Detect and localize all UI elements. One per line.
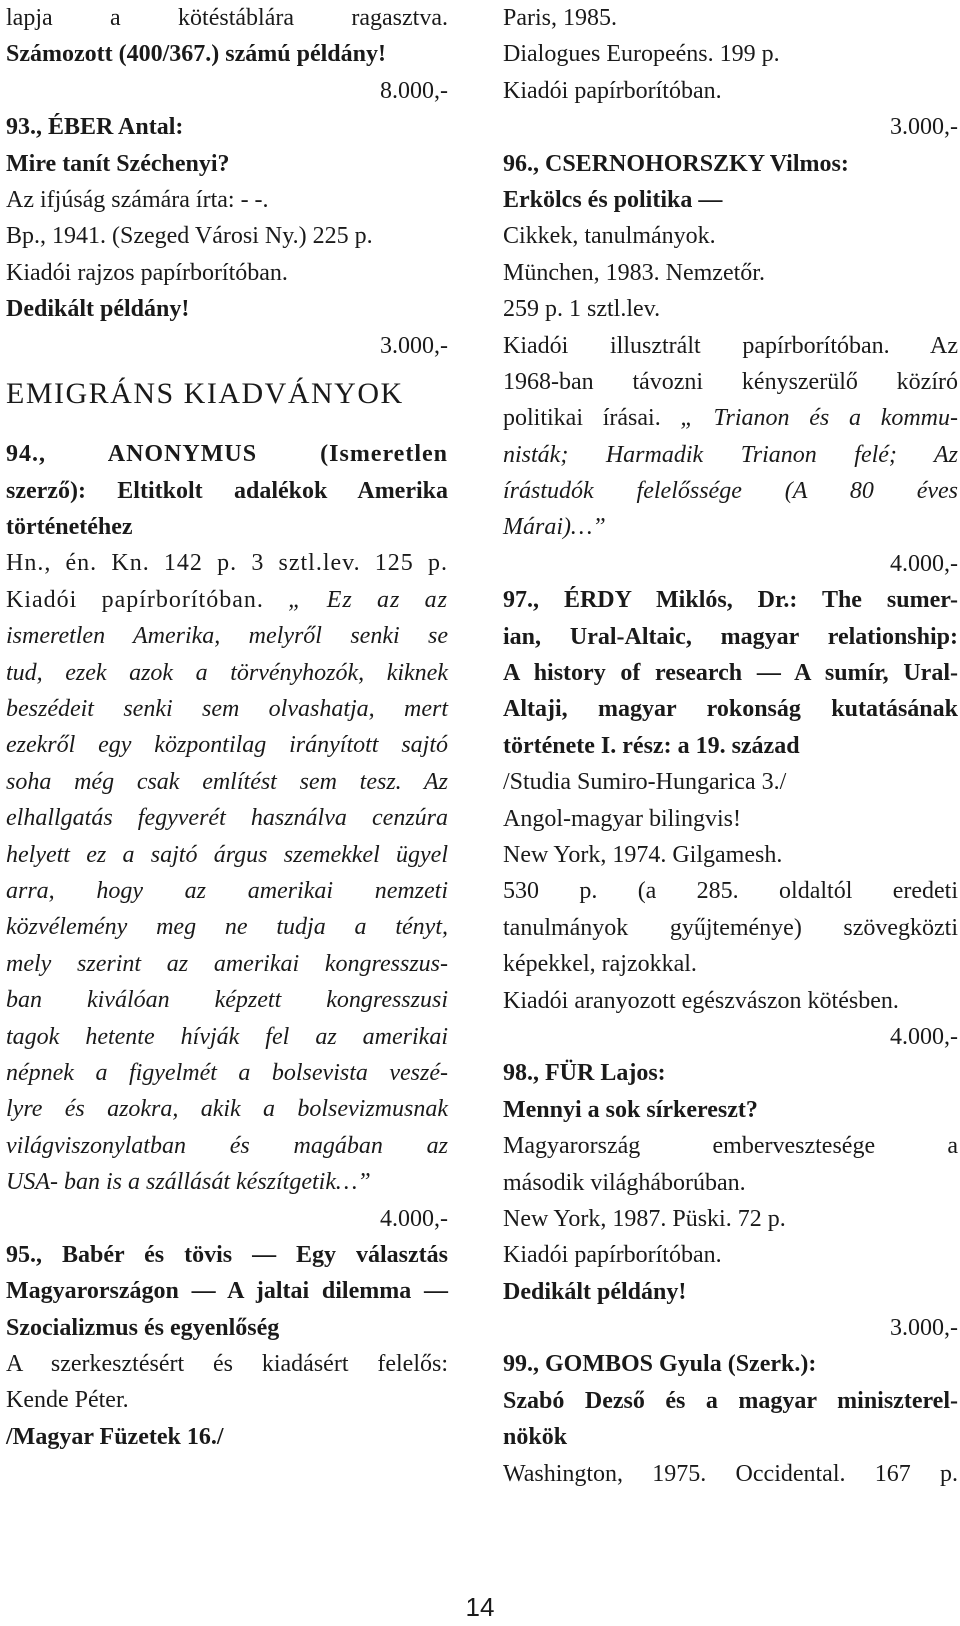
text-line: tud, ezek azok a törvényhozók, kiknek	[6, 659, 448, 686]
text-line: Washington, 1975. Occidental. 167 p.	[503, 1460, 958, 1487]
entry-number: 96.	[503, 150, 533, 177]
text-line: Angol-magyar bilingvis!	[503, 805, 741, 832]
text-line: írástudók felelőssége (A 80 éves	[503, 478, 958, 505]
entry-title: története I. rész: a 19. század	[503, 732, 800, 759]
text-line: tagok hetente hívják fel az amerikai	[6, 1023, 448, 1050]
price: 3.000,-	[890, 1315, 958, 1342]
text-line: ezekről egy központilag irányított sajtó	[6, 732, 448, 759]
entry-author: , ANONYMUS (Ismeretlen	[39, 441, 448, 468]
entry-author: , FÜR Lajos:	[533, 1060, 666, 1087]
right-column	[503, 0, 958, 1492]
text-line: Kiadói rajzos papírborítóban.	[6, 259, 288, 286]
text-line: Kiadói papírborítóban. „ Ez az az	[6, 586, 448, 613]
price: 4.000,-	[890, 550, 958, 577]
entry-number: 99.	[503, 1351, 533, 1378]
entry-title: nökök	[503, 1424, 568, 1451]
text-line: Kiadói papírborítóban.	[503, 1242, 722, 1269]
text-line: 259 p. 1 sztl.lev.	[503, 296, 661, 323]
entry-author: , CSERNOHORSZKY Vilmos:	[533, 150, 849, 177]
text-line: Hn., én. Kn. 142 p. 3 sztl.lev. 125 p.	[6, 550, 448, 577]
text-line: közvélemény meg ne tudja a tényt,	[6, 914, 448, 941]
text-line: arra, hogy az amerikai nemzeti	[6, 877, 448, 904]
price: 3.000,-	[380, 332, 448, 359]
entry-99-header	[503, 1346, 958, 1382]
entry-98-header	[503, 1055, 958, 1091]
entry-title: történetéhez	[6, 514, 133, 541]
text-line: soha még csak említést sem tesz. Az	[6, 768, 448, 795]
text-line: beszédeit senki sem olvashatja, mert	[6, 696, 448, 723]
text-line: Dedikált példány!	[503, 1278, 687, 1305]
text-line: politikai írásai. „ Trianon és a kommu-	[503, 405, 959, 432]
text-line: helyett ez a sajtó árgus szemekkel ügyel	[6, 841, 448, 868]
entry-author: , ÉBER Antal:	[36, 114, 184, 141]
text-line: lyre és azokra, akik a bolsevizmusnak	[6, 1096, 448, 1123]
text-line: Magyarország embervesztesége a	[503, 1133, 958, 1160]
entry-number: 95.	[6, 1241, 36, 1268]
entry-author: , ÉRDY Miklós, Dr.: The sumer-	[533, 587, 958, 614]
text-line: tanulmányok gyűjteménye) szövegközti	[503, 914, 958, 941]
section-heading: EMIGRÁNS KIADVÁNYOK	[6, 376, 404, 410]
text-line: Bp., 1941. (Szeged Városi Ny.) 225 p.	[6, 223, 373, 250]
entry-title: szerző): Eltitkolt adalékok Amerika	[6, 477, 448, 504]
text-line: New York, 1974. Gilgamesh.	[503, 841, 783, 868]
entry-number: 93.	[6, 114, 36, 141]
price: 4.000,-	[890, 1023, 958, 1050]
text-line: Az ifjúság számára írta: - -.	[6, 186, 269, 213]
entry-title: Altaji, magyar rokonság kutatásának	[503, 696, 958, 723]
entry-94-header	[6, 436, 448, 472]
text-line: Dedikált példány!	[6, 296, 190, 323]
entry-author: , GOMBOS Gyula (Szerk.):	[533, 1351, 817, 1378]
entry-title: ian, Ural-Altaic, magyar relationship:	[503, 623, 958, 650]
price: 4.000,-	[380, 1205, 448, 1232]
text-line: Kiadói illusztrált papírborítóban. Az	[503, 332, 958, 359]
text-line: ban kiválóan képzett kongresszusi	[6, 987, 448, 1014]
text-line: világviszonylatban és magában az	[6, 1132, 448, 1159]
left-column	[6, 0, 448, 1455]
text-line: Paris, 1985.	[503, 5, 617, 31]
text-line: második világháborúban.	[503, 1169, 746, 1196]
entry-title: Mennyi a sok sírkereszt?	[503, 1096, 758, 1123]
text-line: Kiadói papírborítóban.	[503, 77, 722, 104]
entry-97-header	[503, 582, 958, 618]
text-line: képekkel, rajzokkal.	[503, 951, 697, 978]
entry-96-header	[503, 146, 958, 182]
text-line: ismeretlen Amerika, melyről senki se	[6, 623, 448, 650]
entry-title: Erkölcs és politika —	[503, 186, 723, 213]
text-line: népnek a figyelmét a bolsevista veszé-	[6, 1059, 448, 1086]
text-line: elhallgatás fegyverét használva cenzúra	[6, 805, 448, 832]
entry-95-header	[6, 1237, 448, 1273]
entry-title: Szabó Dezső és a magyar miniszterel-	[503, 1387, 958, 1414]
entry-number: 94.	[6, 441, 39, 468]
price: 3.000,-	[890, 114, 958, 141]
text-line: Kende Péter.	[6, 1387, 129, 1414]
text-line: A szerkesztésért és kiadásért felelős:	[6, 1351, 448, 1378]
text-line: lapja a kötéstáblára ragasztva.	[6, 5, 448, 31]
entry-title: , Babér és tövis — Egy választás	[36, 1241, 448, 1268]
text-line: Cikkek, tanulmányok.	[503, 223, 716, 250]
text-line: Dialogues Europeéns. 199 p.	[503, 41, 780, 68]
entry-title: A history of research — A sumír, Ural-	[503, 660, 958, 687]
text-line: /Studia Sumiro-Hungarica 3./	[503, 769, 787, 796]
entry-number: 98.	[503, 1060, 533, 1087]
text-line: München, 1983. Nemzetőr.	[503, 259, 765, 286]
entry-number: 97.	[503, 587, 533, 614]
page-number: 14	[465, 1592, 495, 1622]
entry-93-header	[6, 109, 448, 145]
text-line: Számozott (400/367.) számú példány!	[6, 41, 386, 68]
text-line: Márai)…”	[503, 514, 606, 541]
price: 8.000,-	[380, 77, 448, 104]
entry-title: Szocializmus és egyenlőség	[6, 1314, 280, 1341]
text-line: /Magyar Füzetek 16./	[6, 1423, 224, 1450]
text-line: Kiadói aranyozott egészvászon kötésben.	[503, 987, 899, 1014]
text-line: mely szerint az amerikai kongresszus-	[6, 950, 448, 977]
text-line: USA- ban is a szállását készítgetik…”	[6, 1169, 371, 1196]
entry-title: Magyarországon — A jaltai dilemma —	[6, 1278, 448, 1305]
text-line: New York, 1987. Püski. 72 p.	[503, 1205, 786, 1232]
text-line: 530 p. (a 285. oldaltól eredeti	[503, 878, 958, 905]
entry-title: Mire tanít Széchenyi?	[6, 150, 230, 177]
text-line: nisták; Harmadik Trianon felé; Az	[503, 441, 958, 468]
text-line: 1968-ban távozni kényszerülő közíró	[503, 368, 958, 395]
